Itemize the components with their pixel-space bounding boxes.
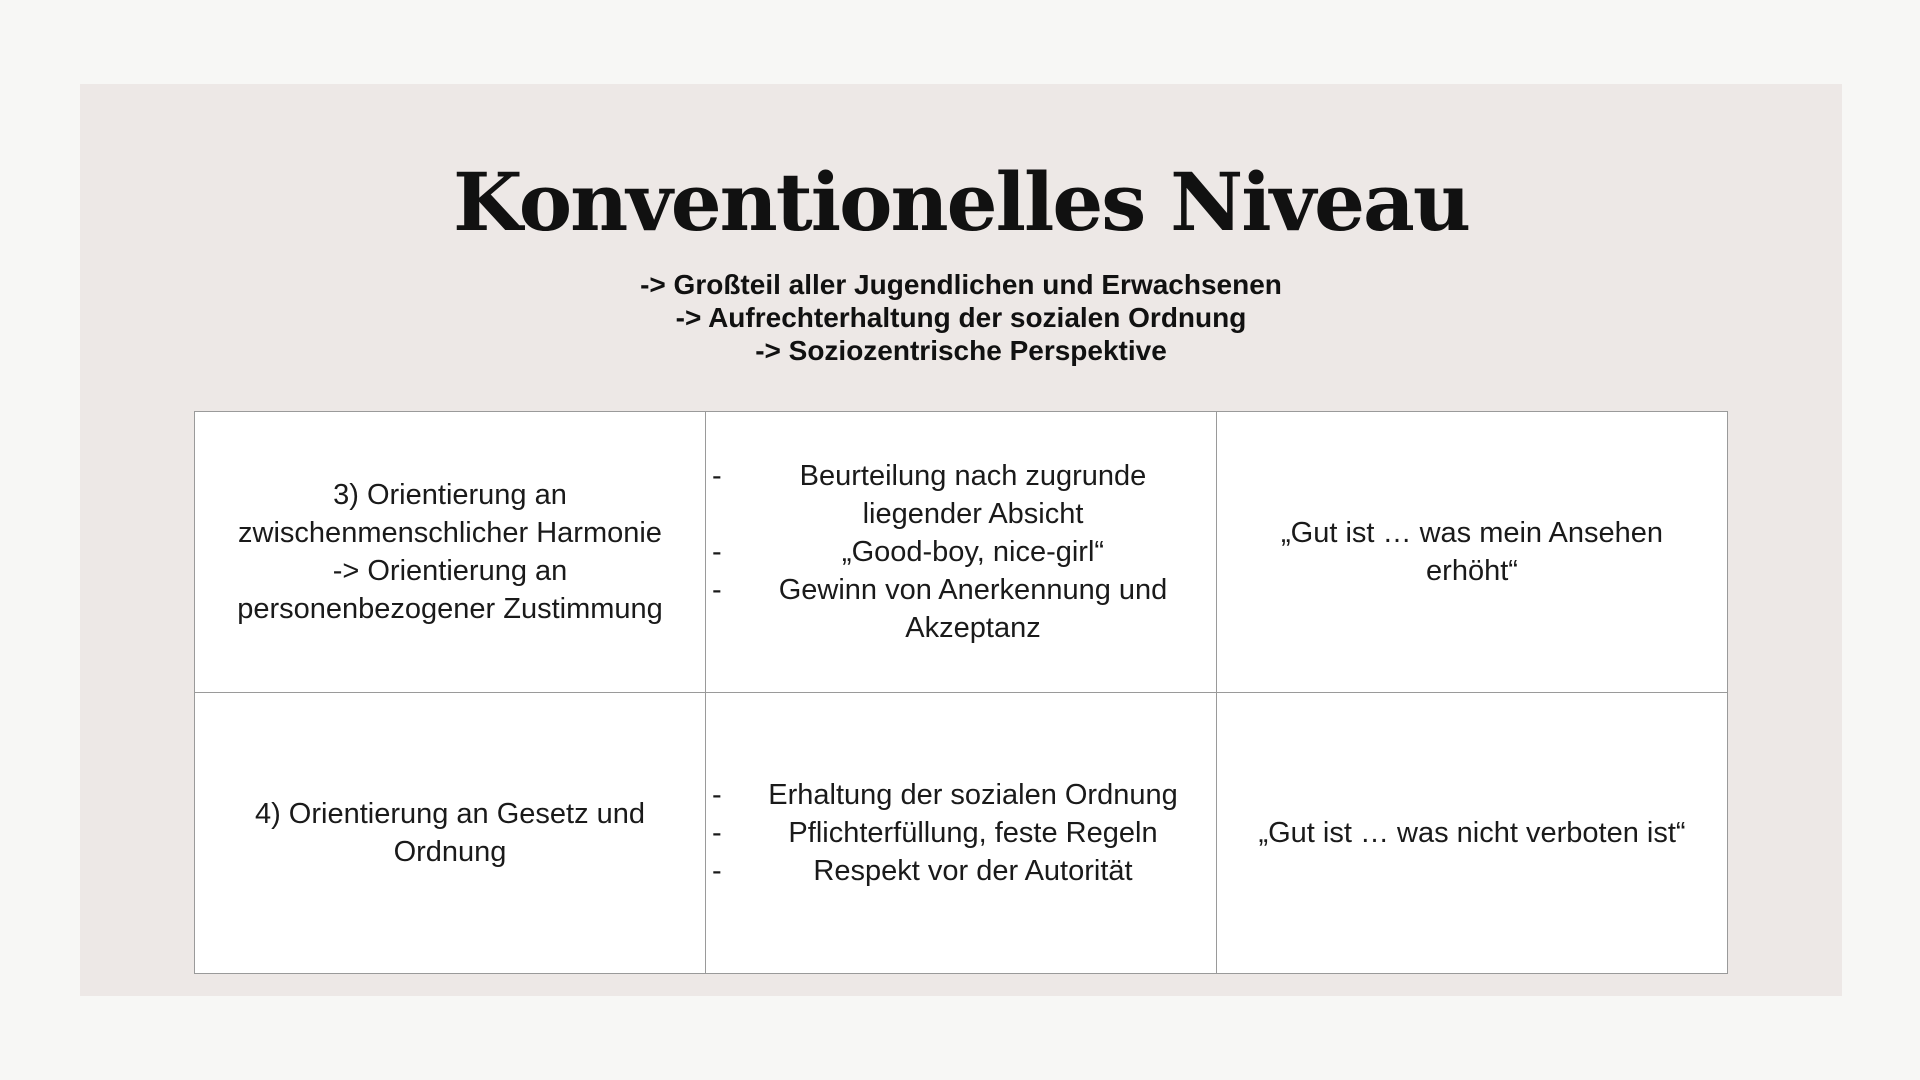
slide-title: Konventionelles Niveau — [452, 155, 1470, 249]
bullet-marker: - — [712, 574, 722, 606]
list-item-line: Akzeptanz — [905, 612, 1041, 644]
stage-line: personenbezogener Zustimmung — [237, 593, 663, 625]
list-item-line: liegender Absicht — [862, 498, 1084, 530]
list-item-line: Gewinn von Anerkennung und — [778, 574, 1168, 606]
stages-table — [194, 411, 1728, 974]
characteristics-cell — [706, 693, 1217, 974]
characteristics-list — [712, 457, 1198, 647]
list-item-line: Erhaltung der sozialen Ordnung — [768, 779, 1178, 811]
list-item — [712, 852, 1198, 890]
stage-line: 3) Orientierung an — [333, 479, 567, 511]
list-item-line: Respekt vor der Autorität — [813, 855, 1133, 887]
quote-cell — [1217, 412, 1728, 693]
table-row — [195, 412, 1728, 693]
list-item — [712, 533, 1198, 571]
subtitle-list — [80, 268, 1842, 367]
quote-line: „Gut ist … was mein Ansehen — [1281, 517, 1663, 549]
quote-line: „Gut ist … was nicht verboten ist“ — [1258, 817, 1686, 849]
list-item-line: „Good-boy, nice-girl“ — [841, 536, 1105, 568]
stage-line: 4) Orientierung an Gesetz und — [254, 798, 646, 830]
list-item — [712, 776, 1198, 814]
slide — [80, 84, 1842, 996]
subtitle-line: -> Großteil aller Jugendlichen und Erwachsenen — [640, 269, 1282, 300]
characteristics-list — [712, 776, 1198, 890]
stage-line: Ordnung — [393, 836, 507, 868]
table-row — [195, 693, 1728, 974]
bullet-marker: - — [712, 779, 722, 811]
bullet-marker: - — [712, 817, 722, 849]
quote-cell — [1217, 693, 1728, 974]
bullet-marker: - — [712, 855, 722, 887]
list-item-line: Beurteilung nach zugrunde — [799, 460, 1147, 492]
stage-cell — [195, 412, 706, 693]
list-item — [712, 571, 1198, 647]
subtitle-line: -> Aufrechterhaltung der sozialen Ordnung — [675, 302, 1247, 333]
list-item-line: Pflichterfüllung, feste Regeln — [788, 817, 1158, 849]
bullet-marker: - — [712, 460, 722, 492]
stage-cell — [195, 693, 706, 974]
list-item — [712, 814, 1198, 852]
stage-line: -> Orientierung an — [332, 555, 568, 587]
stage-line: zwischenmenschlicher Harmonie — [238, 517, 662, 549]
subtitle-line: -> Soziozentrische Perspektive — [755, 335, 1167, 366]
quote-line: erhöht“ — [1426, 555, 1518, 587]
characteristics-cell — [706, 412, 1217, 693]
list-item — [712, 457, 1198, 533]
bullet-marker: - — [712, 536, 722, 568]
